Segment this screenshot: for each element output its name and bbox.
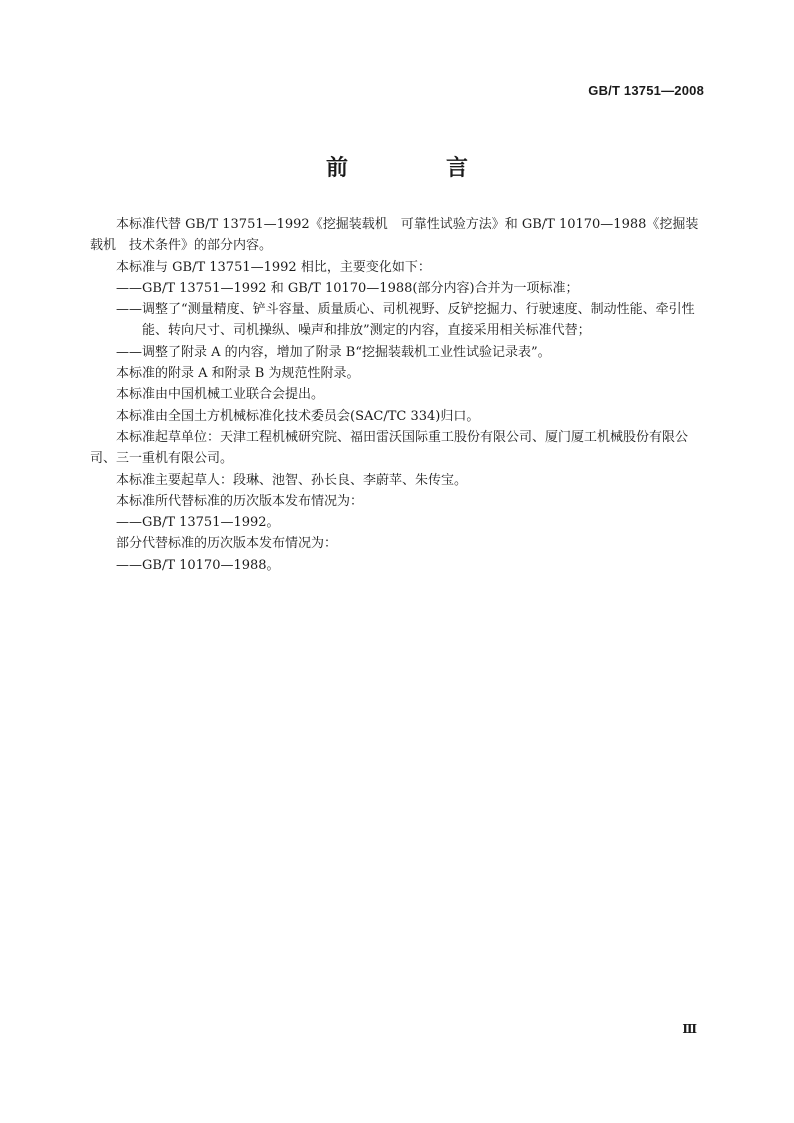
foreword-body: [90, 214, 705, 576]
standard-code: GB/T 13751—2008: [588, 83, 704, 98]
paragraph-partial-history-intro: 部分代替标准的历次版本发布情况为：: [116, 536, 338, 552]
paragraph-changes-intro: 本标准与 GB/T 13751—1992 相比，主要变化如下：: [116, 259, 431, 275]
page-title: 前 言: [325, 155, 506, 181]
list-item-merge: ——GB/T 13751—1992 和 GB/T 10170—1988(部分内容)合并为一项标准；: [116, 280, 579, 296]
list-item-history-1: ——GB/T 13751—1992。: [116, 515, 280, 531]
paragraph-replaces: 本标准代替 GB/T 13751—1992《挖掘装载机 可靠性试验方法》和 GB/T 10170—1988《挖掘装载机 技术条件》的部分内容。: [90, 217, 699, 254]
paragraph-annex: 本标准的附录 A 和附录 B 为规范性附录。: [116, 366, 360, 382]
paragraph-proposed-by: 本标准由中国机械工业联合会提出。: [116, 387, 325, 403]
paragraph-governed-by: 本标准由全国土方机械标准化技术委员会(SAC/TC 334)归口。: [116, 408, 480, 424]
list-item-adjust-tests: ——调整了“测量精度、铲斗容量、质量质心、司机视野、反铲挖掘力、行驶速度、制动性能、牵引性能、转向尺寸、司机操纵、噪声和排放”测定的内容，直接采用相关标准代替；: [116, 302, 695, 339]
paragraph-history-intro: 本标准所代替标准的历次版本发布情况为：: [116, 493, 364, 509]
page-number: Ⅲ: [682, 1022, 697, 1036]
paragraph-drafters: 本标准主要起草人：段琳、池智、孙长良、李蔚苹、朱传宝。: [116, 472, 468, 488]
paragraph-drafting-units: 本标准起草单位：天津工程机械研究院、福田雷沃国际重工股份有限公司、厦门厦工机械股份有限公司、三一重机有限公司。: [90, 429, 689, 467]
list-item-adjust-annex: ——调整了附录 A 的内容，增加了附录 B“挖掘装载机工业性试验记录表”。: [116, 344, 551, 360]
list-item-history-2: ——GB/T 10170—1988。: [116, 557, 280, 573]
